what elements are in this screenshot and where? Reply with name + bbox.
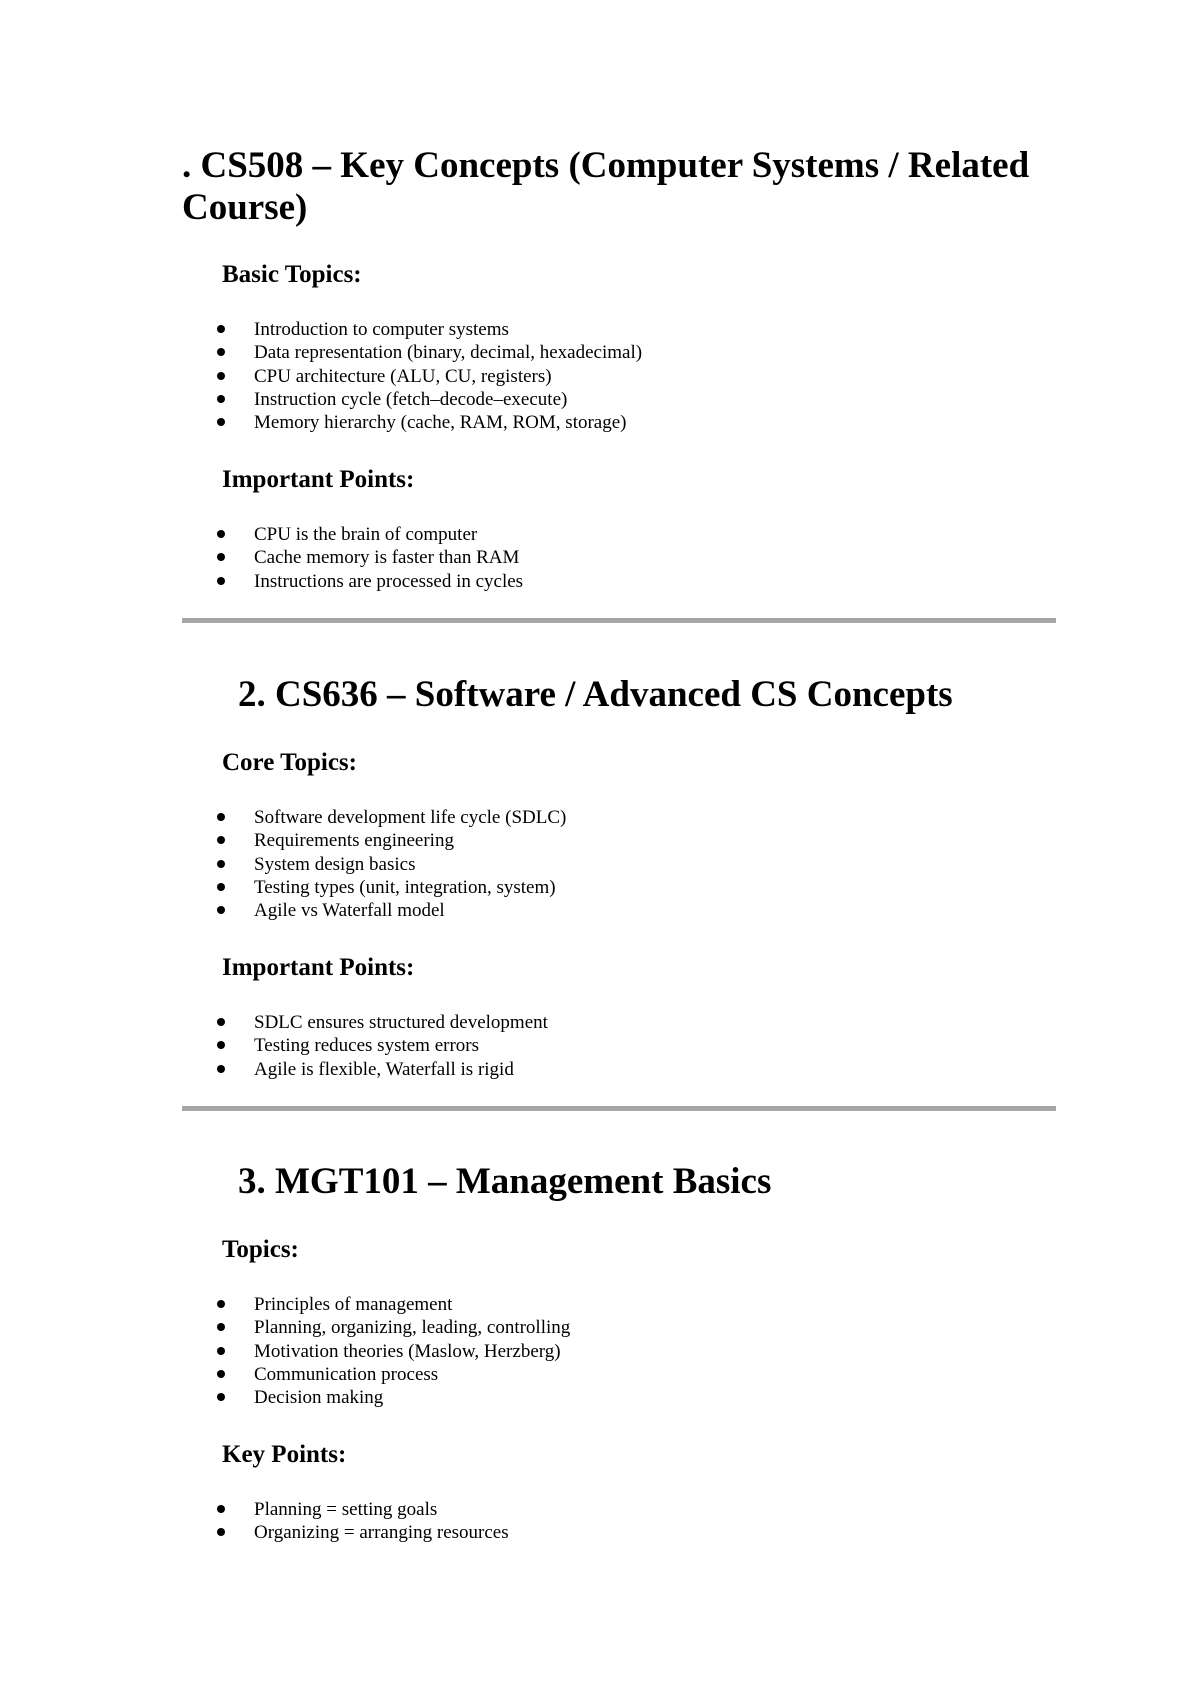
bullet-icon [217,1065,225,1073]
list-item: Instructions are processed in cycles [217,570,523,593]
bullet-icon [217,553,225,561]
bullet-icon [217,1505,225,1513]
section-heading: 3. MGT101 – Management Basics [238,1161,772,1202]
horizontal-rule [182,1106,1056,1111]
list-item: Planning = setting goals [217,1498,509,1521]
group-title: Basic Topics: [222,261,362,288]
group-title: Topics: [222,1236,299,1263]
list-item: Requirements engineering [217,829,566,852]
bullet-list [217,318,642,434]
bullet-icon [217,1528,225,1536]
section-heading: 2. CS636 – Software / Advanced CS Concepts [238,674,953,715]
bullet-icon [217,395,225,403]
list-item: Planning, organizing, leading, controlling [217,1316,570,1339]
bullet-icon [217,1370,225,1378]
bullet-icon [217,836,225,844]
list-item: Testing reduces system errors [217,1034,548,1057]
list-item: Organizing = arranging resources [217,1521,509,1544]
list-item: CPU is the brain of computer [217,523,523,546]
bullet-icon [217,906,225,914]
bullet-icon [217,348,225,356]
horizontal-rule [182,618,1056,623]
group-title: Key Points: [222,1441,347,1468]
list-item: Communication process [217,1363,570,1386]
list-item: SDLC ensures structured development [217,1011,548,1034]
list-item: Instruction cycle (fetch–decode–execute) [217,388,642,411]
group-title: Important Points: [222,466,415,493]
list-item: Motivation theories (Maslow, Herzberg) [217,1340,570,1363]
section-heading: . CS508 – Key Concepts (Computer Systems / Related Course) [182,145,1030,228]
list-item: Memory hierarchy (cache, RAM, ROM, storage) [217,411,642,434]
bullet-list [217,1498,509,1545]
list-item: Agile vs Waterfall model [217,899,566,922]
group-title: Important Points: [222,954,415,981]
bullet-icon [217,813,225,821]
list-item: Decision making [217,1386,570,1409]
bullet-icon [217,372,225,380]
bullet-icon [217,1300,225,1308]
bullet-list [217,1293,570,1409]
list-item: CPU architecture (ALU, CU, registers) [217,365,642,388]
list-item: Cache memory is faster than RAM [217,546,523,569]
bullet-icon [217,883,225,891]
group-title: Core Topics: [222,749,357,776]
bullet-icon [217,1323,225,1331]
list-item: Principles of management [217,1293,570,1316]
bullet-icon [217,325,225,333]
bullet-list [217,523,523,593]
list-item: Software development life cycle (SDLC) [217,806,566,829]
bullet-list [217,806,566,922]
list-item: Data representation (binary, decimal, hexadecimal) [217,341,642,364]
bullet-icon [217,1347,225,1355]
list-item: Introduction to computer systems [217,318,642,341]
bullet-icon [217,530,225,538]
list-item: Agile is flexible, Waterfall is rigid [217,1058,548,1081]
list-item: Testing types (unit, integration, system) [217,876,566,899]
bullet-icon [217,1393,225,1401]
bullet-icon [217,1041,225,1049]
list-item: System design basics [217,853,566,876]
bullet-icon [217,418,225,426]
bullet-list [217,1011,548,1081]
bullet-icon [217,860,225,868]
bullet-icon [217,1018,225,1026]
bullet-icon [217,577,225,585]
